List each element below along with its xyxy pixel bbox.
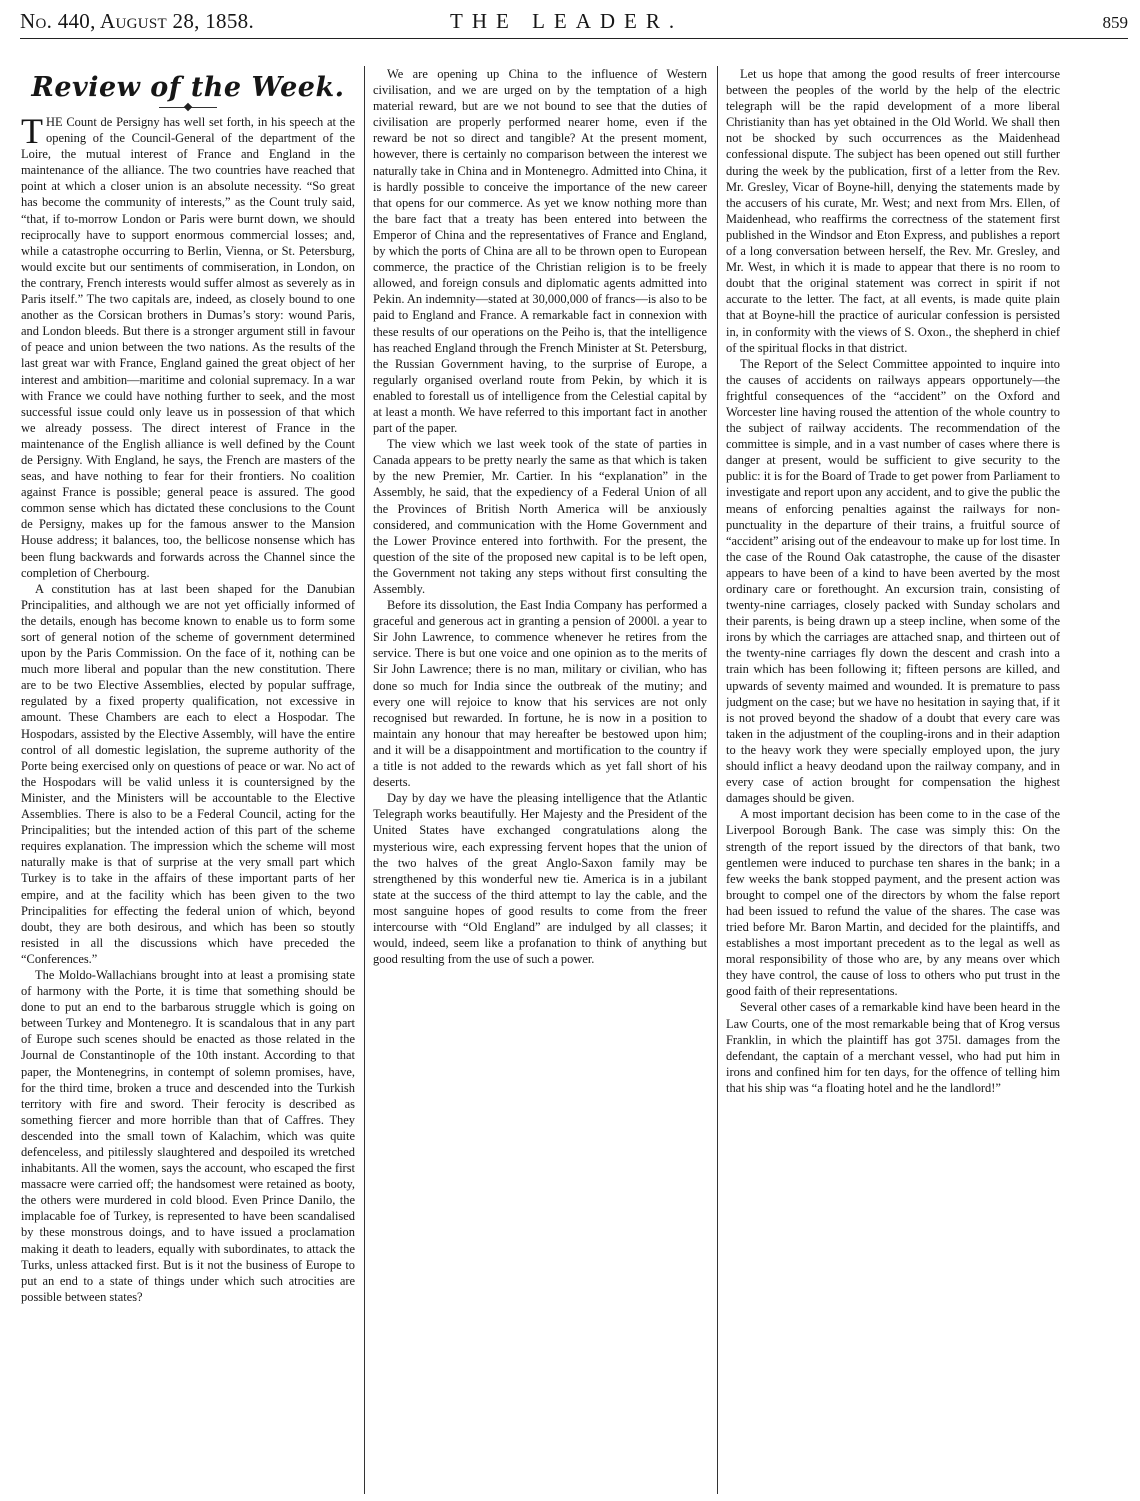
paragraph-east-india: Before its dissolution, the East India Company has performed a graceful and generous act in granting a pension of 2000l. a year to Sir John Lawrence, to commence whenever he retires from the service. There is but one voice and one opinion as to the merits of Sir John Lawrence; there is no man, military or civilian, who has done so much for India since the outbreak of the mutiny; and every one will rejoice to know that his services are not only recognised but rewarded. In fortune, he is now in a position to maintain any honour that may hereafter be bestowed upon him; and it will be a disappointment and mortification to the country if a title is not added to the rewards which as yet fall short of his deserts. (373, 598, 707, 790)
drop-cap: T (21, 111, 43, 151)
column-divider-2 (717, 66, 718, 1494)
issue-line: No. 440, August 28, 1858. (20, 9, 255, 33)
paragraph-montenegro: The Moldo-Wallachians brought into at least a promising state of harmony with the Porte, it is time that something should be done to put an end to the barbarous struggle which is going on between Turkey and Montenegro. It is scandalous that in any part of Europe such scenes should be enacted as those related in the Journal de Constantinople of the 10th instant. According to that paper, the Montenegrins, in contempt of solemn promises, have, for the third time, broken a truce and descended into the Turkish territory with fire and sword. Their ferocity is described as something fiercer and more horrible than that of Caffres. They descended into the small town of Kalachim, which was quite defenceless, and pitilessly slaughtered and despoiled its wretched inhabitants. All the women, says the account, who escaped the first massacre were carried off; the handsomest were retained as booty, the others were murdered in cold blood. Even Prince Danilo, the implacable foe of Turkey, is represented to have been scandalised by these monstrous doings, and to have issued a proclamation making it death to leaders, equally with subordinates, to attack the Turks, unless attacked first. But is it not the business of Europe to put an end to a state of things under which such atrocities are possible between states? (21, 967, 355, 1304)
column-3 (726, 66, 1060, 1494)
column-1 (21, 66, 355, 1494)
header-rule (20, 38, 1128, 39)
paragraph-maidenhead: Let us hope that among the good results of freer intercourse between the peoples of the world by the help of the electric telegraph will be the rapid development of a more liberal Christianity than has yet obtained in the Old World. We shall then not be shocked by such occurrences as the Maidenhead confessional dispute. The subject has been opened out still further during the week by the publication, first of a letter from the Rev. Mr. Gresley, Vicar of Boyne-hill, denying the statements made by the accusers of his curate, Mr. West; and next from Mrs. Ellen, of Maidenhead, who reaffirms the correctness of the statement first published in the Windsor and Eton Express, and publishes a report of a long conversation between herself, the Rev. Mr. Gresley, and Mr. West, in which it is made to appear that there is no room to doubt that the original statement was correct in spirit if not accurate to the letter. The fact, at all events, is made quite plain that at Boyne-hill the practice of auricular confession is persisted in, in conformity with the views of S. Oxon., the shepherd in chief of the spiritual flocks in that district. (726, 67, 1060, 355)
paragraph-persigny (21, 111, 355, 581)
paragraph-text: HE Count de Persigny has well set forth, in his speech at the opening of the Council-General of the department of the Loire, the mutual interest of France and England in the maintenance of the alliance. The two countries have reached that point at which a closer union is an absolute necessity. “So great has become the community of interests,” as the Count truly said, “that, if to-morrow London or Paris were burnt down, we should reciprocally have to support enormous commercial losses; and, while a catastrophe occurring to Berlin, Vienna, or St. Petersburg, would excite but our sentiments of commiseration, in London, on the contrary, French interests would suffer almost as severely as in Paris itself.” The two capitals are, indeed, as closely bound to one another as the Corsican brothers in Dumas’s story: wound Paris, and London bleeds. But there is a stronger argument still in favour of peace and union between the two nations. As the results of the last great war with France, England gained the great object of her interest and ambition—maritime and colonial supremacy. In a war with France we could have nothing further to seek, and the most successful issue could only leave us in possession of that which we already possess. The direct interest of France in the maintenance of the English alliance is well defined by the Count de Persigny. With England, he says, the French are masters of the seas, and have nothing to fear for their frontiers. No coalition against France is possible; general peace is assured. The good common sense which has dictated these conclusions to the Count de Persigny, makes up for the famous answer to the Mansion House address; it balances, too, the bellicose nonsense which has been flung backwards and forwards across the Channel since the completion of Cherbourg. (21, 115, 355, 580)
paragraph-china: We are opening up China to the influence of Western civilisation, and we are urged on by the temptation of a high material reward, but are we not bound to see that the duties of civilisation are properly performed nearer home, even if the reward be not so direct and tangible? At the present moment, however, there is certainly no comparison between the interest we naturally take in China and in Montenegro. Admitted into China, it is hardly possible to conceive the importance of the new career that opens for our commerce. As yet we know nothing more than the bare fact that a treaty has been entered into between the Emperor of China and the representatives of France and England, by which the ports of China are all to be thrown open to European commerce, the practice of the Christian religion is to be freely allowed, and foreign consuls and diplomatic agents admitted into Pekin. An indemnity—stated at 30,000,000 of francs—is also to be paid to England and France. A remarkable fact in connexion with these results of our operations on the Peiho is, that the intelligence has reached England through the French Minister at St. Petersburg, the Russian Government having, to the surprise of Europe, a regularly organised overland route from Pekin, by which it is enabled to forestall us of intelligence from the Celestial capital by at least a month. We have referred to this important fact in another part of the paper. (373, 67, 707, 436)
page-header (20, 5, 1128, 39)
paragraph-borough-bank: A most important decision has been come to in the case of the Liverpool Borough Bank. The case was simply this: On the strength of the report issued by the directors of that bank, two gentlemen were induced to purchase ten shares in the bank; in a few weeks the bank stopped payment, and the present action was brought to compel one of the directors by whom the false report had been issued to refund the value of the shares. The case was tried before Mr. Baron Martin, and decided for the plaintiffs, and establishes a most important precedent as to the legal as well as moral responsibility of those who are, by any means over which they have control, the cause of loss to others who put trust in the good faith of their representations. (726, 807, 1060, 999)
page-number: 859 (1102, 13, 1128, 32)
column-divider-1 (364, 66, 365, 1494)
column-2 (373, 66, 707, 1494)
newspaper-title: THE LEADER. (450, 9, 684, 33)
paragraph-telegraph: Day by day we have the pleasing intelligence that the Atlantic Telegraph works beautifully. Her Majesty and the President of the United States have exchanged congratulations along the mysterious wire, each expressing fervent hopes that the union of the two halves of the great Anglo-Saxon family may be strengthened by this wonderful new tie. America is in a jubilant state at the success of the third attempt to lay the cable, and the most sanguine hopes of good results to come from the freer intercourse with “Old England” are indulged by all classes; it would, indeed, seem like a profanation to think of anything but good resulting from the use of such a power. (373, 791, 707, 967)
paragraph-canada: The view which we last week took of the state of parties in Canada appears to be pretty nearly the same as that which is taken by the new Premier, Mr. Cartier. In his “explanation” in the Assembly, he said, that the expediency of a Federal Union of all the Provinces of British North America will be anxiously considered, and communication with the Home Government and the Lower Province entered into forthwith. For the present, the question of the site of the proposed new capital is to be left open, the Government not taking any steps without first consulting the Assembly. (373, 437, 707, 596)
paragraph-principalities: A constitution has at last been shaped for the Danubian Principalities, and although we are not yet officially informed of the details, enough has become known to enable us to form some sort of general notion of the scheme of government determined upon by the Paris Commission. On the face of it, nothing can be much more liberal and popular than the new constitution. There are to be two Elective Assemblies, elected by popular suffrage, regulated by a fixed property qualification, not excessive in amount. These Chambers are each to elect a Hospodar. The Hospodars, assisted by the Elective Assembly, will have the entire control of all domestic legislation, the supreme authority of the Porte being exercised only on questions of peace or war. No act of the Hospodars will be valid unless it is countersigned by the Minister, and the Ministers will be accountable to the Elective Assemblies. There is also to be a Federal Council, acting for the Principalities; but the intended action of this part of the scheme requires explanation. The impression which the scheme will most naturally make is that of surprise at the very small part which Turkey is to take in the affairs of these important parts of her empire, and at the facility which has been given to the two Principalities for effecting the federal union of which, beyond doubt, they are both desirous, and which has been so stoutly resisted in all the discussions which have preceded the “Conferences.” (21, 581, 355, 966)
section-title: Review of the Week. (31, 72, 345, 103)
paragraph-railways: The Report of the Select Committee appointed to inquire into the causes of accidents on railways appears opportunely—the frightful consequences of the “accident” on the Oxford and Worcester line having roused the attention of the whole country to the subject of railway accidents. The recommendation of the committee is simple, and in a vast number of cases where there is danger at present, would be sufficient to give security to the public: it is for the Board of Trade to get power from Parliament to investigate and report upon any accident, and to give the public the means of enforcing penalties against the railways for non-punctuality in the departure of their trains, a fruitful source of “accident” arising out of the endeavour to make up for lost time. In the case of the Round Oak catastrophe, the cause of the disaster appears to have been of a kind to have been averted by the most ordinary care or forethought. An excursion train, consisting of twenty-nine carriages, closely packed with Sunday scholars and their parents, is being drawn up a steep incline, when some of the irons by which the carriages are attached snap, and thirteen out of the twenty-nine carriages fly down the descent and crash into a train which has been following it; fifteen persons are killed, and upwards of seventy maimed and wounded. It is premature to pass judgment on the case; but we have no hesitation in saying that, if it is not proved beyond the shadow of a doubt that every care was taken in the adjustment of the coupling-irons and in their adaption to the heavy work they were specially employed upon, the jury should inflict a heavy deodand upon the railway company, and in every case of action brought for compensation the highest damages should be given. (726, 356, 1060, 806)
paragraph-law-courts: Several other cases of a remarkable kind have been heard in the Law Courts, one of the most remarkable being that of Krog versus Franklin, in which the plaintiff has got 375l. damages from the defendant, the captain of a merchant vessel, who had put him in irons and confined him for ten days, for the offence of telling him that his ship was “a floating hotel and he the landlord!” (726, 1000, 1060, 1095)
